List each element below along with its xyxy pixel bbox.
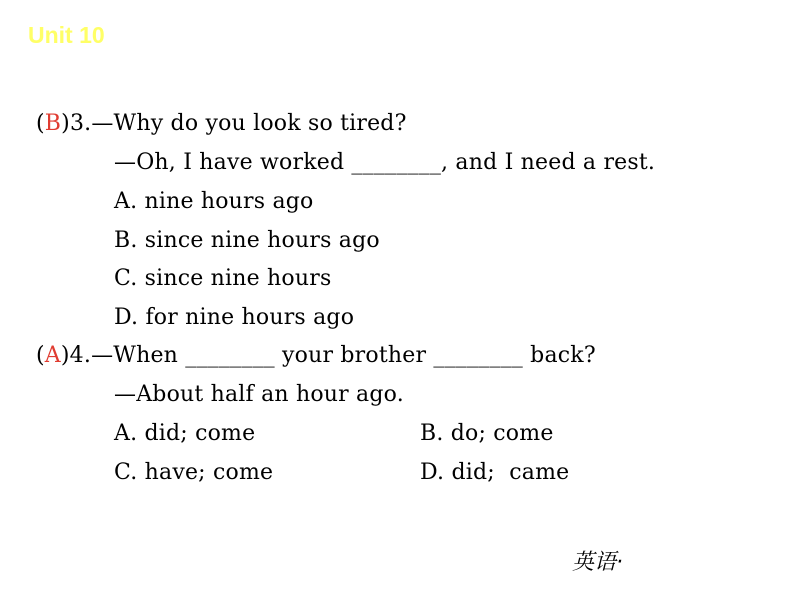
q3-paren-open: ( (36, 111, 45, 136)
q4-response: —About half an hour ago. (114, 382, 404, 407)
question-3-stem (36, 111, 407, 137)
unit-title: Unit 10 (28, 22, 105, 48)
q4-question-text: —When ________ your brother ________ back? (91, 343, 596, 368)
q3-option-c: C. since nine hours (114, 266, 332, 291)
q3-response: —Oh, I have worked ________, and I need a rest. (114, 150, 656, 175)
q3-option-d: D. for nine hours ago (114, 305, 355, 330)
q3-option-a: A. nine hours ago (114, 189, 314, 214)
q4-option-c: C. have; come (114, 460, 274, 485)
q4-number: )4. (60, 343, 92, 368)
q3-number: )3. (61, 111, 92, 136)
q4-answer: A (44, 343, 61, 368)
question-4-stem (36, 343, 596, 369)
q4-option-b: B. do; come (420, 421, 554, 446)
q3-question-text: —Why do you look so tired? (91, 111, 407, 136)
q3-answer: B (44, 111, 62, 136)
q4-option-a: A. did; come (114, 421, 256, 446)
q4-paren-open: ( (36, 343, 45, 368)
q3-option-b: B. since nine hours ago (114, 228, 380, 253)
q4-option-d: D. did; came (420, 460, 570, 485)
subject-label: 英语· (572, 550, 623, 575)
